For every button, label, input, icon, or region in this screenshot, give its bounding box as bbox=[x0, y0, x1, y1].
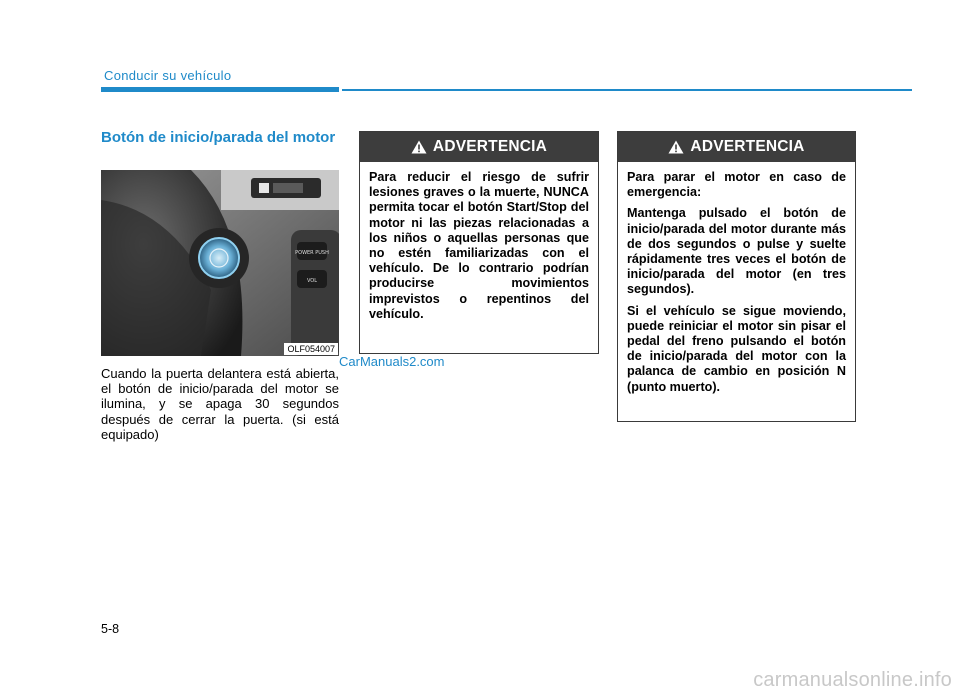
warning-paragraph: Mantenga pulsado el botón de inicio/parada del motor durante más de dos segundos o pulse y suelte rápidamente tres veces el botón de inicio/parada del motor (en tres segundos). bbox=[627, 206, 846, 297]
section-title: Botón de inicio/parada del motor bbox=[101, 129, 336, 146]
warning-box-emergency bbox=[617, 131, 856, 422]
photo-code: OLF054007 bbox=[284, 343, 338, 355]
section-body: Cuando la puerta delantera está abierta, el botón de inicio/parada del motor se ilumina, y se apaga 30 segundos después de cerrar la puerta. (si está equipado) bbox=[101, 366, 339, 442]
engine-start-button-photo bbox=[101, 170, 339, 356]
warning-triangle-icon bbox=[668, 140, 684, 154]
start-stop-button-graphic bbox=[199, 238, 239, 278]
chapter-title: Conducir su vehículo bbox=[104, 68, 232, 83]
watermark-carmanualsonline: carmanualsonline.info bbox=[753, 669, 952, 691]
warning-heading: ADVERTENCIA bbox=[690, 138, 805, 155]
warning-body bbox=[618, 162, 855, 403]
header-rule-thin bbox=[342, 89, 912, 91]
dashboard-illustration bbox=[101, 170, 339, 356]
warning-triangle-icon bbox=[411, 140, 427, 154]
warning-header bbox=[360, 132, 598, 162]
warning-box-children bbox=[359, 131, 599, 354]
power-push-label: POWER PUSH bbox=[295, 250, 329, 256]
warning-paragraph: Si el vehículo se sigue moviendo, puede reiniciar el motor sin pisar el pedal del freno pulsando el botón de inicio/parada del motor con la palanca de cambio en posición N (punto muerto). bbox=[627, 303, 846, 394]
warning-paragraph: Para reducir el riesgo de sufrir lesiones graves o la muerte, NUNCA permita tocar el botón Start/Stop del motor ni las piezas relacionadas a los niños o aquellas personas que no estén familiarizadas con el vehículo. De lo contrario podrían producirse movimientos imprevistos o repentinos del vehículo. bbox=[369, 170, 589, 321]
header-rule-thick bbox=[101, 87, 339, 92]
warning-body bbox=[360, 162, 598, 330]
warning-paragraph: Para parar el motor en caso de emergencia: bbox=[627, 170, 846, 200]
warning-header bbox=[618, 132, 855, 162]
warning-heading: ADVERTENCIA bbox=[432, 138, 548, 155]
watermark-carmanuals2: CarManuals2.com bbox=[339, 354, 445, 369]
page-number: 5-8 bbox=[101, 622, 120, 636]
vol-label: VOL bbox=[306, 278, 318, 284]
